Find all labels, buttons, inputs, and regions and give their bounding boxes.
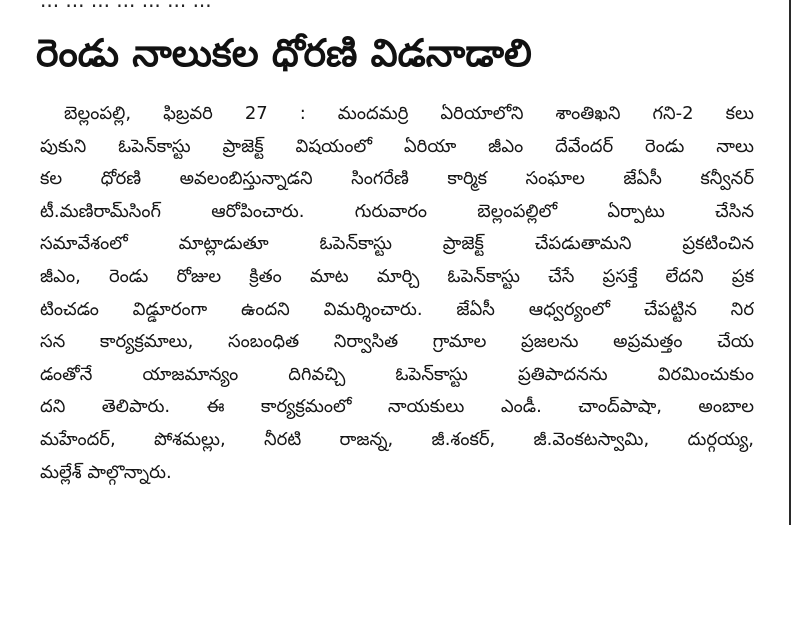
article-line: పుకుని ఓపెన్‌కాస్టు ప్రాజెక్ట్ విషయంలో ఏరియా జీఎం దేవేందర్ రెండు నాలు [40, 135, 754, 157]
column-divider [789, 0, 791, 525]
article-line: సన కార్యక్రమాలు, సంబంధిత నిర్వాసిత గ్రామాల ప్రజలను అప్రమత్తం చేయ [40, 331, 754, 353]
clipped-text-fragment: ... ... ... ... ... ... ... [40, 0, 212, 12]
article-line: జీఎం, రెండు రోజుల క్రితం మాట మార్చి ఓపెన్‌కాస్టు చేసే ప్రసక్తే లేదని ప్రక [40, 265, 754, 287]
article-line: టీ.మణిరామ్‌సింగ్ ఆరోపించారు. గురువారం బెల్లంపల్లిలో ఏర్పాటు చేసిన [40, 200, 754, 222]
article-body [40, 98, 754, 489]
article-line: బెల్లంపల్లి, ఫిబ్రవరి 27 : మందమర్రి ఏరియాలోని శాంతిఖని గని-2 కలు [64, 103, 754, 124]
article-line: దని తెలిపారు. ఈ కార్యక్రమంలో నాయకులు ఎండీ. చాంద్‌పాషా, అంబాల [40, 396, 754, 418]
article-line: కల ధోరణి అవలంబిస్తున్నాడని సింగరేణి కార్మిక సంఘాల జేఏసీ కన్వీనర్ [40, 168, 754, 190]
article-headline: రెండు నాలుకల ధోరణి విడనాడాలి [36, 31, 532, 75]
article-line: టించడం విడ్డూరంగా ఉందని విమర్శించారు. జేఏసీ ఆధ్వర్యంలో చేపట్టిన నిర [40, 298, 754, 320]
article-line: మల్లేశ్ పాల్గొన్నారు. [40, 461, 172, 483]
article-line: సమావేశంలో మాట్లాడుతూ ఓపెన్‌కాస్టు ప్రాజెక్ట్ చేపడుతామని ప్రకటించిన [40, 233, 754, 255]
article-line: డంతోనే యాజమాన్యం దిగివచ్చి ఓపెన్‌కాస్టు ప్రతిపాదనను విరమించుకుం [40, 363, 754, 385]
clipped-previous-text [0, 0, 800, 12]
article-line: మహేందర్, పోశమల్లు, నీరటి రాజన్న, జీ.శంకర్, జీ.వెంకటస్వామి, దుర్గయ్య, [40, 428, 754, 450]
